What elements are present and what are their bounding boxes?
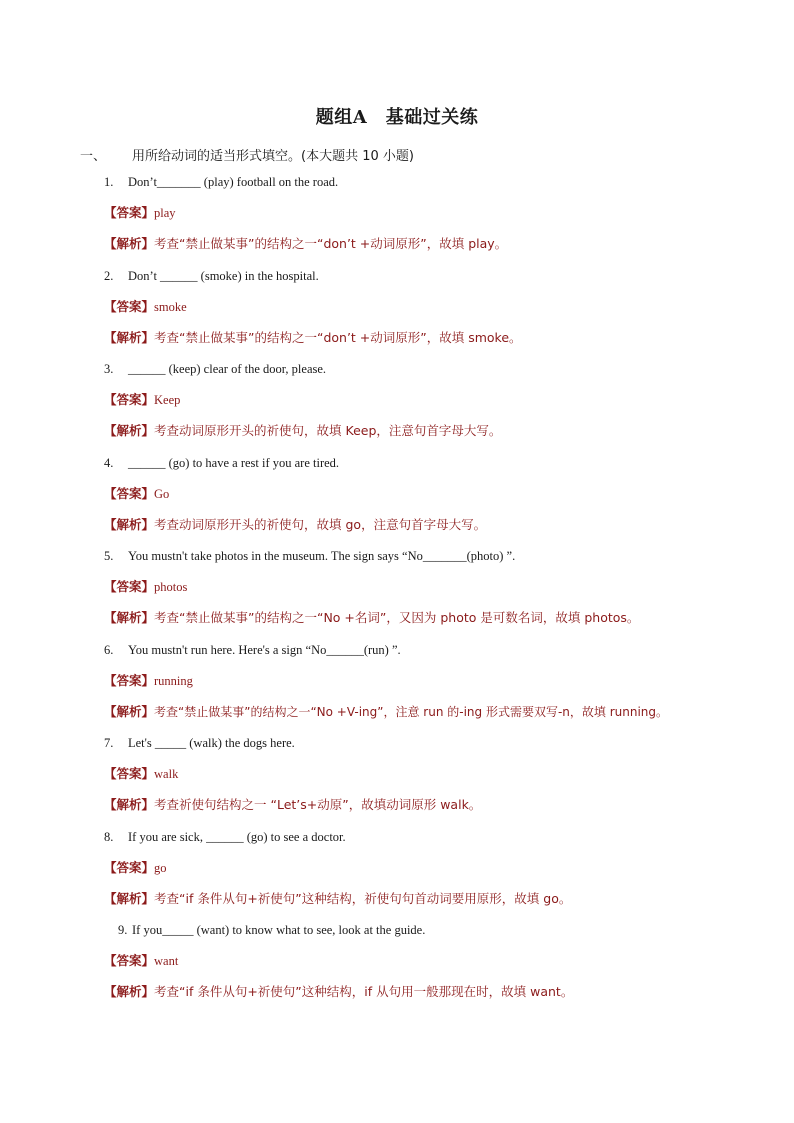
explanation-text: 考查“if 条件从句+祈使句”这种结构，祈使句句首动词要用原形，故填 go。 — [154, 890, 572, 906]
explanation-line — [104, 795, 481, 815]
answer-text: go — [154, 860, 167, 875]
question-line — [104, 453, 339, 473]
question-line — [104, 733, 295, 753]
section-heading — [80, 145, 414, 164]
explanation-tag: 【解析】 — [104, 890, 155, 906]
explanation-tag: 【解析】 — [104, 797, 155, 812]
answer-text: running — [154, 673, 193, 688]
question-text: Don’t_______ (play) football on the road. — [128, 175, 339, 189]
answer-tag: 【答案】 — [104, 298, 155, 314]
explanation-line — [104, 702, 668, 722]
question-item — [0, 453, 794, 547]
explanation-tag: 【解析】 — [104, 984, 155, 999]
question-number: 6. — [104, 642, 114, 657]
question-item — [0, 920, 794, 1014]
explanation-line — [104, 328, 522, 348]
question-number: 7. — [104, 736, 114, 750]
question-text: You mustn't run here. Here's a sign “No______(run) ”. — [128, 642, 401, 657]
explanation-tag: 【解析】 — [104, 236, 155, 251]
explanation-tag: 【解析】 — [104, 423, 155, 438]
question-item — [0, 359, 794, 453]
answer-text: play — [154, 206, 176, 220]
answer-tag: 【答案】 — [104, 579, 155, 594]
answer-tag: 【答案】 — [104, 392, 155, 407]
question-text: ______ (keep) clear of the door, please. — [128, 362, 327, 376]
explanation-tag: 【解析】 — [104, 516, 155, 532]
answer-text: smoke — [154, 299, 187, 314]
answer-line — [104, 484, 169, 504]
answer-text: want — [154, 954, 179, 968]
answer-line — [104, 671, 193, 691]
explanation-line — [104, 234, 507, 254]
question-number: 5. — [104, 549, 114, 563]
question-item — [0, 266, 794, 360]
question-line — [118, 920, 425, 940]
answer-text: photos — [154, 580, 188, 594]
question-number: 4. — [104, 455, 114, 470]
answer-tag: 【答案】 — [104, 859, 155, 875]
explanation-text: 考查动词原形开头的祈使句，故填 Keep，注意句首字母大写。 — [154, 423, 502, 438]
answer-line — [104, 203, 176, 223]
answer-text: Keep — [154, 393, 181, 407]
question-text: Don’t ______ (smoke) in the hospital. — [128, 268, 319, 283]
question-line — [104, 640, 401, 660]
answer-tag: 【答案】 — [104, 485, 155, 501]
section-number: 一、 — [80, 149, 107, 164]
question-item — [0, 733, 794, 827]
question-item — [0, 827, 794, 921]
explanation-text: 考查“禁止做某事”的结构之一“No +V-ing”，注意 run 的-ing 形式需要双写-n，故填 running。 — [154, 704, 668, 719]
answer-tag: 【答案】 — [104, 766, 155, 781]
question-text: ______ (go) to have a rest if you are tired. — [128, 455, 340, 470]
question-item — [0, 640, 794, 734]
question-text: If you are sick, ______ (go) to see a doctor. — [128, 829, 346, 844]
explanation-text: 考查“禁止做某事”的结构之一“don’t +动词原形”，故填 smoke。 — [154, 329, 522, 345]
question-line — [104, 172, 338, 192]
answer-tag: 【答案】 — [104, 672, 155, 688]
answer-line — [104, 858, 167, 878]
question-number: 2. — [104, 268, 114, 283]
question-line — [104, 827, 346, 847]
question-item — [0, 172, 794, 266]
page-title: 题组A 基础过关练 — [315, 107, 479, 128]
question-text: Let's _____ (walk) the dogs here. — [128, 736, 295, 750]
question-list — [0, 172, 794, 1014]
question-line — [104, 266, 319, 286]
answer-text: Go — [154, 486, 170, 501]
explanation-text: 考查“禁止做某事”的结构之一“don’t +动词原形”，故填 play。 — [154, 236, 508, 251]
explanation-text: 考查“if 条件从句+祈使句”这种结构，if 从句用一般那现在时，故填 want。 — [154, 984, 574, 999]
question-text: You mustn't take photos in the museum. The sign says “No_______(photo) ”. — [128, 549, 516, 563]
section-instruction: 用所给动词的适当形式填空。(本大题共 10 小题) — [132, 149, 414, 164]
explanation-tag: 【解析】 — [104, 703, 155, 719]
explanation-text: 考查祈使句结构之一 “Let’s+动原”，故填动词原形 walk。 — [154, 797, 482, 812]
answer-line — [104, 951, 178, 971]
explanation-line — [104, 982, 573, 1002]
question-text: If you_____ (want) to know what to see, look at the guide. — [132, 923, 426, 937]
answer-text: walk — [154, 767, 179, 781]
question-line — [104, 546, 515, 566]
explanation-tag: 【解析】 — [104, 329, 155, 345]
answer-line — [104, 297, 187, 317]
answer-tag: 【答案】 — [104, 205, 155, 220]
explanation-line — [104, 421, 501, 441]
question-number: 3. — [104, 362, 114, 376]
question-number: 1. — [104, 175, 114, 189]
explanation-line — [104, 889, 571, 909]
explanation-text: 考查动词原形开头的祈使句，故填 go，注意句首字母大写。 — [154, 516, 487, 532]
explanation-line — [104, 608, 639, 628]
question-number: 9. — [118, 923, 128, 937]
explanation-line — [104, 515, 486, 535]
answer-tag: 【答案】 — [104, 953, 155, 968]
question-item — [0, 546, 794, 640]
answer-line — [104, 390, 180, 410]
question-number: 8. — [104, 829, 114, 844]
answer-line — [104, 577, 187, 597]
explanation-text: 考查“禁止做某事”的结构之一“No +名词”，又因为 photo 是可数名词，故填 photos。 — [154, 610, 640, 625]
question-line — [104, 359, 326, 379]
answer-line — [104, 764, 178, 784]
explanation-tag: 【解析】 — [104, 610, 155, 625]
